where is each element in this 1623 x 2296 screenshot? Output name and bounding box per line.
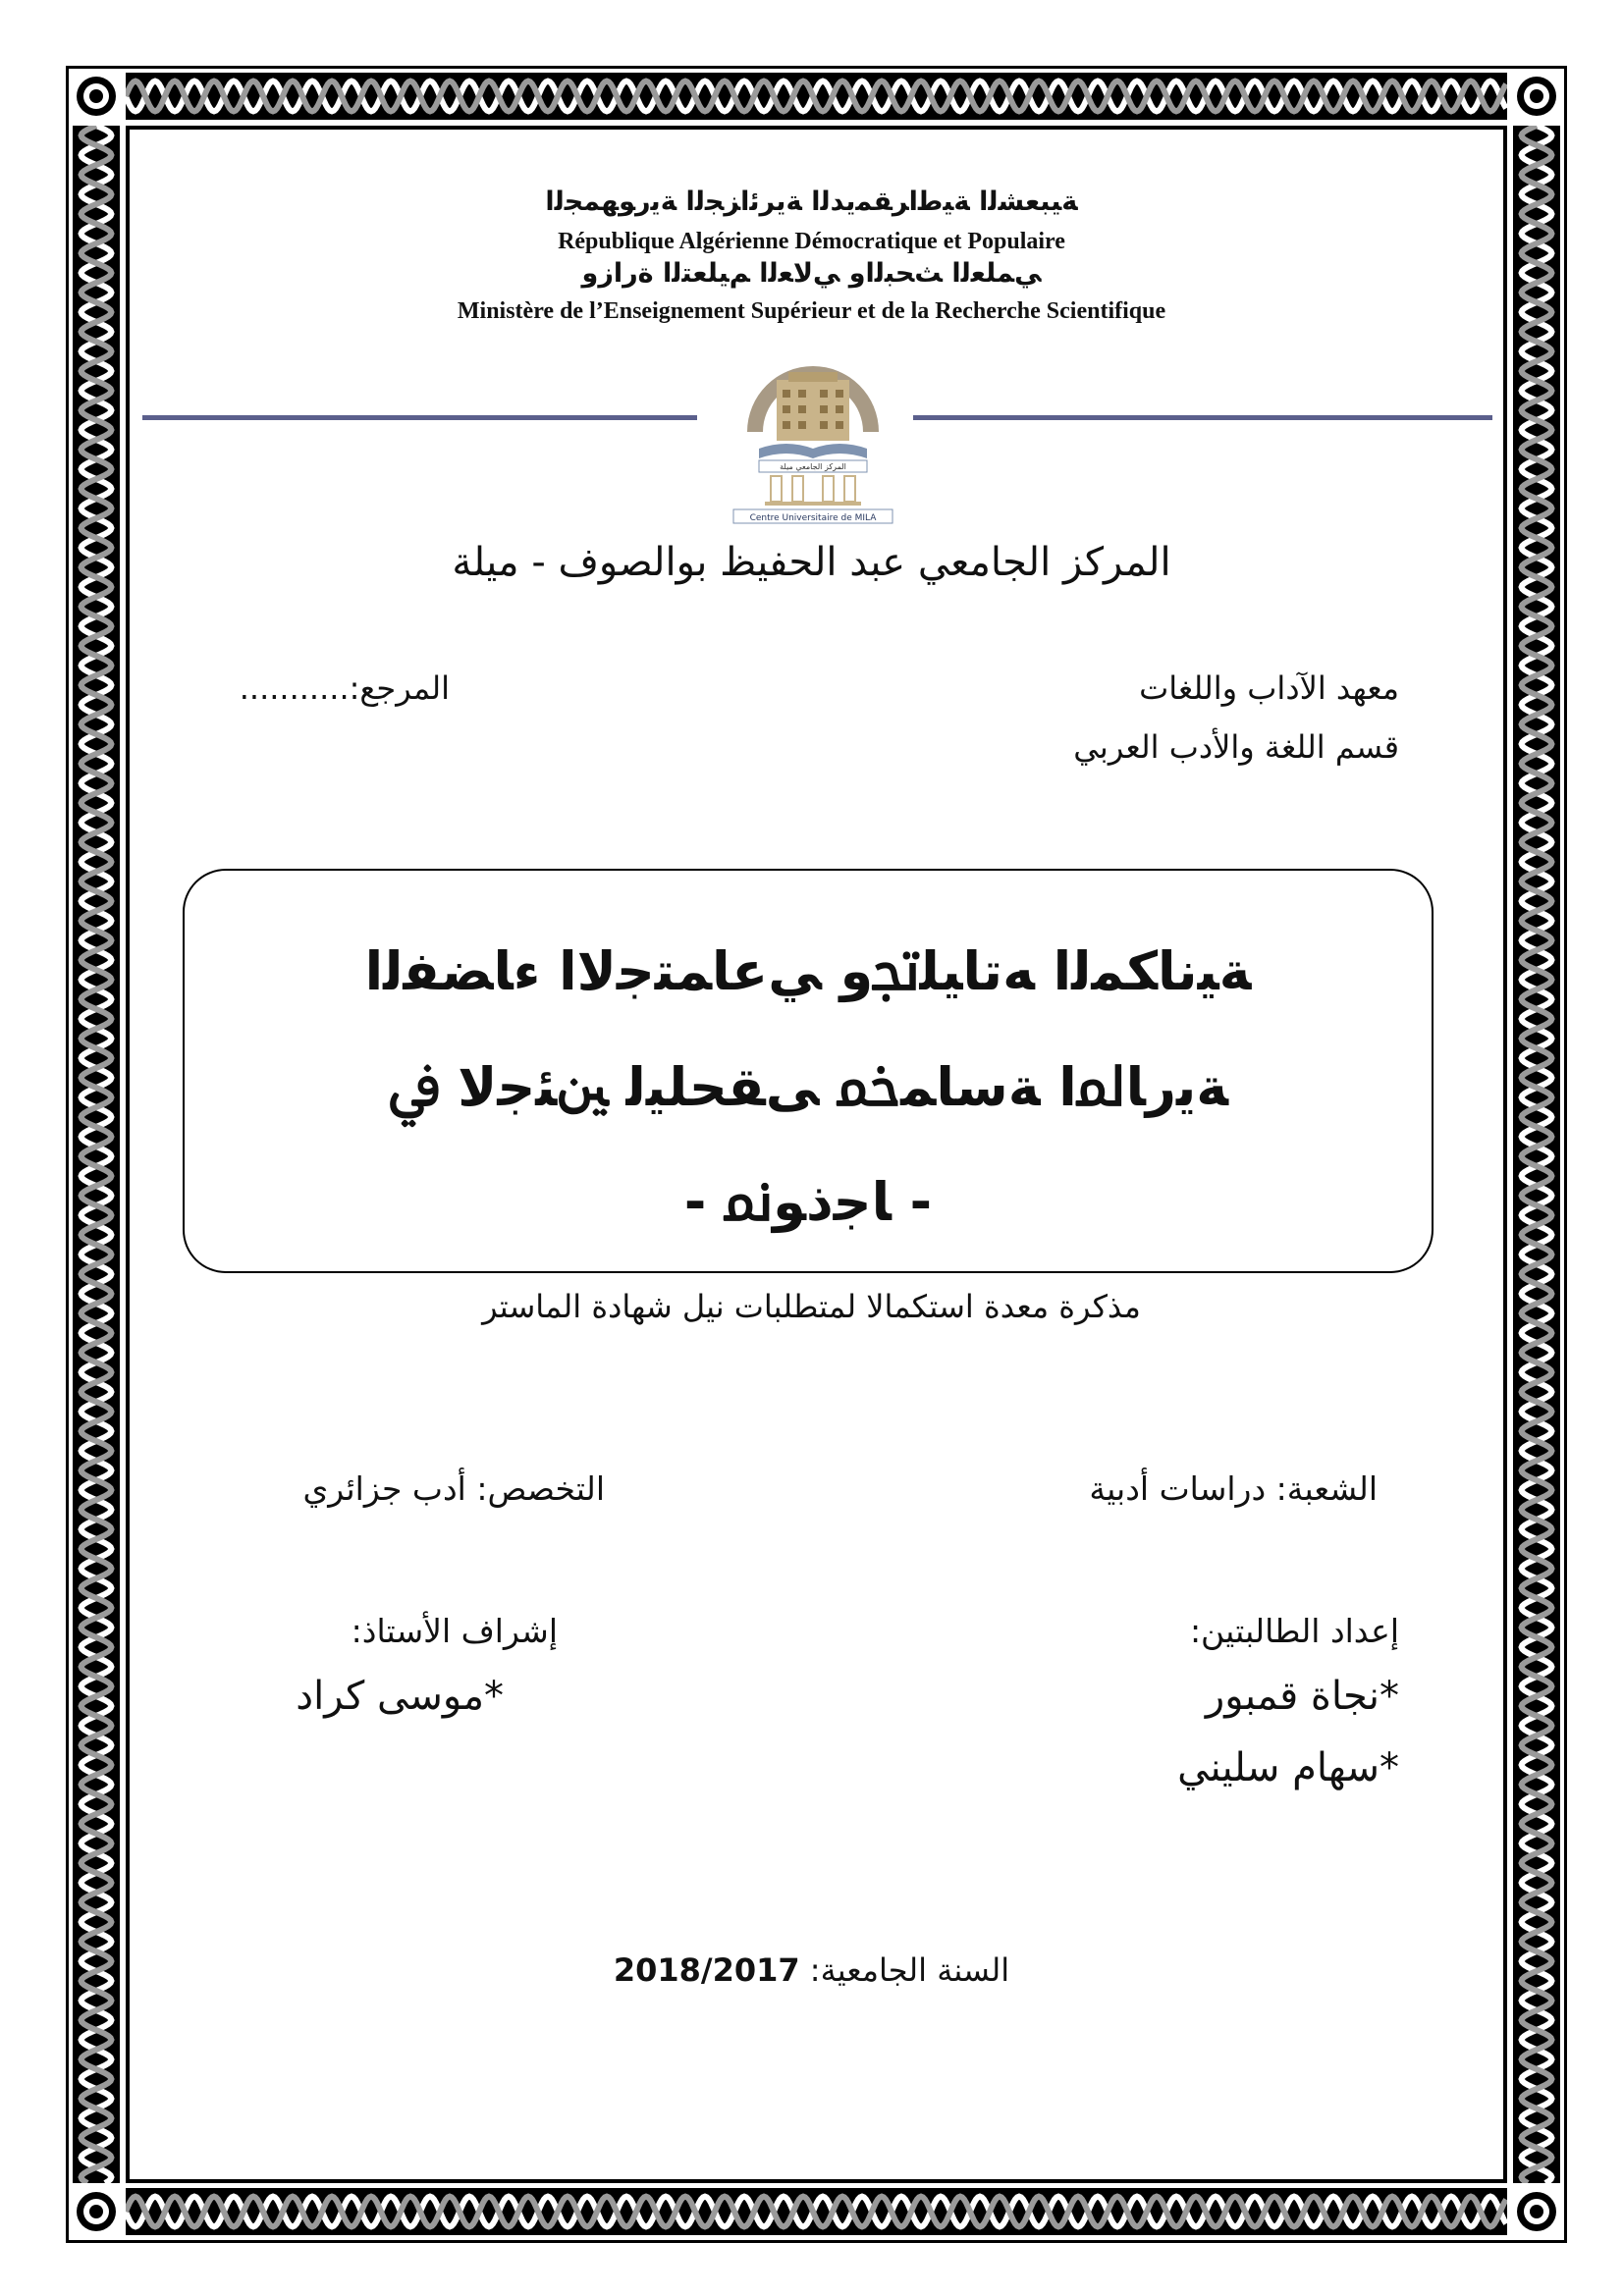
- corner-ornament-icon: [1509, 69, 1564, 124]
- academic-year-label: السنة الجامعية:: [809, 1951, 1010, 1989]
- thesis-title-line-1: ﺔﻴﻧﺎﻜﻤﻟا ﻪﺗﺎﻴﻠﲡو ﻲﻋﺎﻤﺘﺟﻻا ءﺎﻀﻔﻟا: [364, 940, 1252, 1002]
- reference-field: المرجع:...........: [239, 669, 450, 707]
- header-rule-right: [913, 415, 1492, 420]
- branch-field: الشعبة: دراسات أدبية: [1089, 1469, 1378, 1508]
- logo-banner-text: المركز الجامعي ميلة: [780, 462, 846, 471]
- ministry-arabic: ﻲﻤﻠﻌﻟا ﺚﺤﺒﻟاو ﻲﻟﺎﻌﻟا ﻢﻴﻠﻌﺘﻟا ةرازو: [581, 258, 1042, 289]
- prepared-by-label: إعداد الطالبتين:: [1189, 1612, 1399, 1650]
- student-name: *سهام سليني: [1177, 1745, 1399, 1790]
- thesis-title-line-2: ﺔﻳرﺎﳌا ﺔﺳﺎﻤﲬ ﻰﻘﺤﻠﻴﻟ ﲔﺌﺟﻻ ﰲ: [388, 1056, 1228, 1118]
- corner-ornament-icon: [69, 2184, 124, 2239]
- university-name: المركز الجامعي عبد الحفيظ بوالصوف - ميلة: [452, 540, 1171, 585]
- supervisor-name: *موسى كراد: [296, 1674, 504, 1719]
- corner-ornament-icon: [1509, 2184, 1564, 2239]
- header-rule-left: [142, 415, 697, 420]
- academic-year-value: 2018/2017: [613, 1951, 800, 1989]
- thesis-title-line-3: - ﺎﺟذﻮﳕ -: [683, 1171, 933, 1233]
- memo-statement: مذكرة معدة استكمالا لمتطلبات نيل شهادة الماستر: [482, 1288, 1141, 1325]
- ministry-french: Ministère de l’Enseignement Supérieur et de la Recherche Scientifique: [457, 298, 1166, 324]
- specialty-field: التخصص: أدب جزائري: [302, 1469, 605, 1508]
- department-name: قسم اللغة والأدب العربي: [1073, 728, 1399, 766]
- border-chain-bottom: [126, 2188, 1507, 2235]
- academic-year: [0, 1951, 1623, 1989]
- supervision-label: إشراف الأستاذ:: [351, 1612, 558, 1650]
- border-chain-left: [73, 126, 120, 2183]
- border-chain-top: [126, 73, 1507, 120]
- student-name: *نجاة قمبور: [1205, 1674, 1399, 1719]
- republic-arabic: ﺔﻴﺒﻌﺸﻟا ﺔﻴﻃاﺮﻘﻤﻳﺪﻟا ﺔﻳﺮﺋاﺰﺠﻟا ﺔﻳرﻮﻬﻤﺠﻟا: [545, 187, 1078, 217]
- university-logo: [720, 339, 906, 525]
- institute-name: معهد الآداب واللغات: [1139, 669, 1399, 707]
- logo-caption: Centre Universitaire de MILA: [749, 513, 877, 523]
- corner-ornament-icon: [69, 69, 124, 124]
- border-chain-right: [1513, 126, 1560, 2183]
- republic-french: République Algérienne Démocratique et Populaire: [558, 229, 1065, 254]
